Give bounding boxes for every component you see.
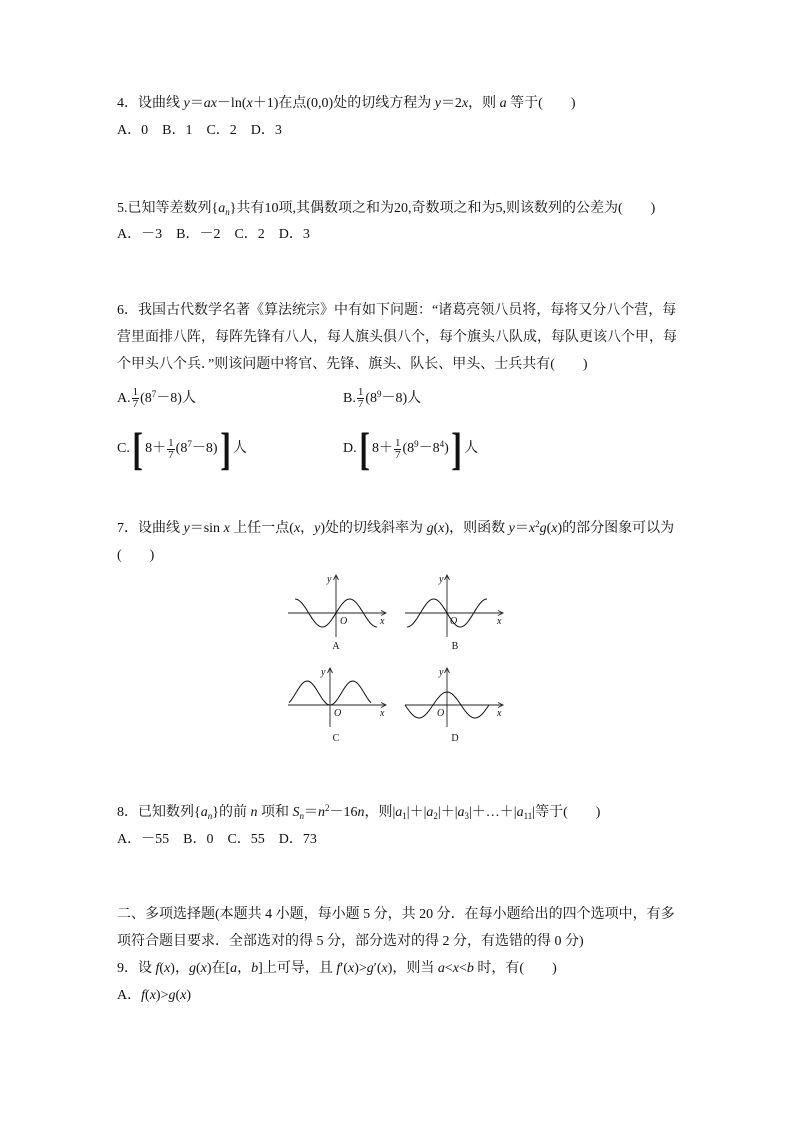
text-run: －8)人 xyxy=(381,391,422,406)
text-run: A．0 B．1 C．2 D．3 xyxy=(117,123,282,138)
fraction-numerator: 1 xyxy=(394,436,401,449)
origin-label: O xyxy=(334,708,342,719)
math-variable: a xyxy=(426,805,434,820)
math-variable: x xyxy=(347,961,355,976)
text-run: 4．设曲线 xyxy=(117,96,184,111)
question-5-options xyxy=(117,225,310,245)
text-run: 人 xyxy=(464,441,479,457)
text-run: ]上可导，且 xyxy=(258,961,337,976)
text-run: ( ) xyxy=(117,548,155,563)
text-run: 5.已知等差数列{ xyxy=(117,201,219,216)
text-run: }的前 xyxy=(212,805,251,820)
text-run: 项符合题目要求．全部选对的得 5 分，部分选对的得 2 分，有选错的得 0 分) xyxy=(117,934,584,949)
x-axis-label: x xyxy=(380,616,385,627)
math-variable: x xyxy=(452,961,459,976)
question-6-stem-line-3 xyxy=(117,355,588,375)
math-variable: a xyxy=(218,201,226,216)
origin-label: O xyxy=(450,616,458,627)
subscript: n xyxy=(299,811,304,821)
text-run: ( xyxy=(145,988,150,1003)
text-run: )， xyxy=(170,961,189,976)
graph-caption: D xyxy=(451,733,459,744)
subscript: n xyxy=(207,811,213,821)
math-variable: g xyxy=(168,988,176,1003)
text-run: ′( xyxy=(373,961,382,976)
text-run: C. xyxy=(117,441,130,457)
math-variable: a xyxy=(499,96,507,111)
text-run: －8)人 xyxy=(156,391,196,406)
text-run: 等于( ) xyxy=(506,96,576,111)
question-4-stem xyxy=(117,94,575,114)
text-run: A． xyxy=(117,988,142,1003)
math-variable: x xyxy=(149,988,156,1003)
math-variable: x xyxy=(293,521,301,536)
text-run: ( xyxy=(195,961,201,976)
text-run: 8＋ xyxy=(145,441,167,457)
text-run: }共有10项,其偶数项之和为20,奇数项之和为5,则该数列的公差为( ) xyxy=(229,201,656,216)
y-axis-label: y xyxy=(327,574,332,585)
graph-caption: A xyxy=(332,641,340,652)
question-7-answer-graphs xyxy=(280,565,520,750)
text-run: ＝ xyxy=(514,521,529,536)
text-run: 7．设曲线 xyxy=(117,521,184,536)
text-run: －8) xyxy=(191,441,218,457)
fraction xyxy=(167,438,175,461)
fraction-denominator: 7 xyxy=(394,448,401,461)
text-run: ) xyxy=(186,988,192,1003)
superscript: 2 xyxy=(324,803,330,813)
question-5-stem xyxy=(117,199,655,219)
text-run: ，则 xyxy=(468,96,500,111)
text-run: 9．设 xyxy=(117,961,156,976)
graph-caption: C xyxy=(332,733,340,744)
text-run: A．－55 B．0 C．55 D．73 xyxy=(117,832,317,847)
text-run: )> xyxy=(155,988,169,1003)
text-run: |＋…＋| xyxy=(469,805,517,820)
superscript: 9 xyxy=(414,439,419,450)
text-run: ＝2 xyxy=(440,96,462,111)
math-variable: x xyxy=(180,988,187,1003)
section-2-heading-line-2 xyxy=(117,932,584,952)
subscript: 3 xyxy=(464,811,469,821)
fraction xyxy=(132,387,140,410)
question-9-stem xyxy=(117,959,557,979)
math-variable: f xyxy=(155,961,160,976)
math-variable: a xyxy=(395,805,403,820)
text-run: 个甲头八个兵．”则该问题中将官、先锋、旗头、队长、甲头、士兵共有( ) xyxy=(117,357,588,372)
x-axis-label: x xyxy=(380,708,385,719)
math-variable: g xyxy=(426,521,434,536)
math-variable: x xyxy=(246,96,253,111)
x-axis-label: x xyxy=(497,616,502,627)
text-run: 上任一点( xyxy=(229,521,294,536)
text-run: )，则当 xyxy=(387,961,438,976)
superscript: 7 xyxy=(151,389,157,399)
math-variable: x xyxy=(461,96,469,111)
text-run: (8 xyxy=(140,391,152,406)
text-run: 8．已知数列{ xyxy=(117,805,201,820)
text-run: )处的切线斜率为 xyxy=(320,521,427,536)
superscript: 2 xyxy=(535,519,540,529)
text-run: －ln( xyxy=(216,96,247,111)
text-run: －8 xyxy=(418,441,440,457)
section-2-heading-line-1 xyxy=(117,905,675,925)
superscript: 9 xyxy=(377,389,382,399)
text-run: ) xyxy=(444,441,449,457)
math-variable: a xyxy=(200,805,208,820)
text-run: ，则| xyxy=(364,805,396,820)
text-run: ＝sin xyxy=(189,521,224,536)
math-variable: y xyxy=(183,521,190,536)
text-run: ( xyxy=(159,961,165,976)
question-7-stem-line-1 xyxy=(117,519,674,539)
text-run: －16 xyxy=(329,805,358,820)
x-axis-label: x xyxy=(497,708,502,719)
math-variable: g xyxy=(188,961,196,976)
text-run: ( xyxy=(433,521,439,536)
origin-label: O xyxy=(437,708,445,719)
text-run: A．－3 B．－2 C．2 D．3 xyxy=(117,227,310,242)
text-run: ( xyxy=(546,521,552,536)
text-run: 6．我国古代数学名著《算法统宗》中有如下问题：“诸葛亮领八员将，每将又分八个营，每 xyxy=(117,303,677,318)
math-variable: y xyxy=(314,521,321,536)
superscript: 7 xyxy=(187,439,192,450)
math-variable: x xyxy=(438,521,445,536)
text-run: < xyxy=(444,961,453,976)
fraction-numerator: 1 xyxy=(357,386,364,399)
math-variable: y xyxy=(183,96,190,111)
graph-option-b xyxy=(405,574,503,652)
text-run: < xyxy=(459,961,467,976)
fraction-denominator: 7 xyxy=(357,398,364,411)
text-run: )，则函数 xyxy=(444,521,509,536)
math-variable: f xyxy=(141,988,146,1003)
text-run: )> xyxy=(354,961,367,976)
text-run: |＋| xyxy=(406,805,427,820)
left-bracket: [ xyxy=(132,423,143,474)
math-variable: x xyxy=(223,521,230,536)
question-8-stem xyxy=(117,803,600,823)
y-axis-label: y xyxy=(439,574,444,585)
text-run: ， xyxy=(300,521,315,536)
question-6-option-b xyxy=(343,386,421,412)
question-6-option-c xyxy=(117,423,247,474)
math-variable: x xyxy=(200,961,207,976)
subscript: n xyxy=(225,207,230,217)
math-variable: b xyxy=(466,961,474,976)
fraction xyxy=(394,438,402,461)
math-variable: a xyxy=(457,805,465,820)
fraction-denominator: 7 xyxy=(168,448,174,461)
question-6-option-d xyxy=(343,423,479,474)
text-run: 人 xyxy=(232,441,247,457)
text-run: ＋1)在点(0,0)处的切线方程为 xyxy=(252,96,435,111)
text-run: 二、多项选择题(本题共 4 小题，每小题 5 分，共 20 分．在每小题给出的四个选项中，有多 xyxy=(117,907,675,922)
math-variable: x xyxy=(381,961,388,976)
math-variable: ax xyxy=(203,96,217,111)
math-variable: n xyxy=(317,805,325,820)
fraction-denominator: 7 xyxy=(132,398,139,411)
text-run: B. xyxy=(343,391,356,406)
question-4-options xyxy=(117,121,282,141)
text-run: ， xyxy=(237,961,252,976)
y-axis-label: y xyxy=(439,667,444,678)
superscript: 4 xyxy=(439,439,445,450)
fraction-numerator: 1 xyxy=(168,436,174,449)
text-run: ′( xyxy=(340,961,348,976)
question-6-stem-line-1 xyxy=(117,301,676,321)
graph-caption: B xyxy=(451,641,459,652)
math-variable: g xyxy=(366,961,374,976)
math-variable: x xyxy=(551,521,558,536)
text-run: (8 xyxy=(365,391,378,406)
text-run: 项和 xyxy=(257,805,293,820)
question-6-stem-line-2 xyxy=(117,328,677,348)
math-variable: f xyxy=(336,961,341,976)
question-9-option-a xyxy=(117,986,191,1006)
math-variable: b xyxy=(251,961,259,976)
math-variable: a xyxy=(437,961,445,976)
math-variable: a xyxy=(516,805,524,820)
y-axis-label: y xyxy=(321,667,326,678)
text-run: D. xyxy=(343,441,357,457)
fraction xyxy=(357,387,365,410)
math-variable: n xyxy=(357,805,365,820)
graph-option-c xyxy=(288,667,386,744)
subscript: 11 xyxy=(523,811,533,821)
question-8-options xyxy=(117,830,317,850)
math-variable: x xyxy=(164,961,171,976)
math-variable: y xyxy=(434,96,441,111)
text-run: )的部分图象可以为 xyxy=(557,521,675,536)
math-variable: y xyxy=(508,521,515,536)
question-6-option-a xyxy=(117,386,196,412)
math-variable: g xyxy=(539,521,547,536)
math-variable: S xyxy=(292,805,300,820)
math-variable: a xyxy=(230,961,238,976)
text-run: ( xyxy=(175,988,181,1003)
left-bracket: [ xyxy=(358,423,370,474)
text-run: )在[ xyxy=(206,961,231,976)
fraction-numerator: 1 xyxy=(132,386,139,399)
graph-option-d xyxy=(405,667,503,744)
text-run: 8＋ xyxy=(371,441,393,457)
text-run: (8 xyxy=(175,441,188,457)
question-7-stem-line-2 xyxy=(117,546,154,566)
text-run: 营里面排八阵，每阵先锋有八人，每人旗头俱八个，每个旗头八队成，每队更该八个甲，每 xyxy=(117,330,677,345)
text-run: A. xyxy=(117,391,131,406)
origin-label: O xyxy=(340,616,348,627)
text-run: ＝ xyxy=(303,805,318,820)
math-variable: n xyxy=(250,805,258,820)
subscript: 2 xyxy=(433,811,438,821)
text-run: 时，有( ) xyxy=(473,961,557,976)
right-bracket: ] xyxy=(219,423,231,474)
text-run: |等于( ) xyxy=(532,805,601,820)
right-bracket: ] xyxy=(451,423,462,474)
math-variable: x xyxy=(528,521,536,536)
text-run: (8 xyxy=(402,441,415,457)
text-run: ＝ xyxy=(189,96,204,111)
graph-option-a xyxy=(288,574,386,652)
text-run: |＋| xyxy=(437,805,458,820)
subscript: 1 xyxy=(402,811,407,821)
